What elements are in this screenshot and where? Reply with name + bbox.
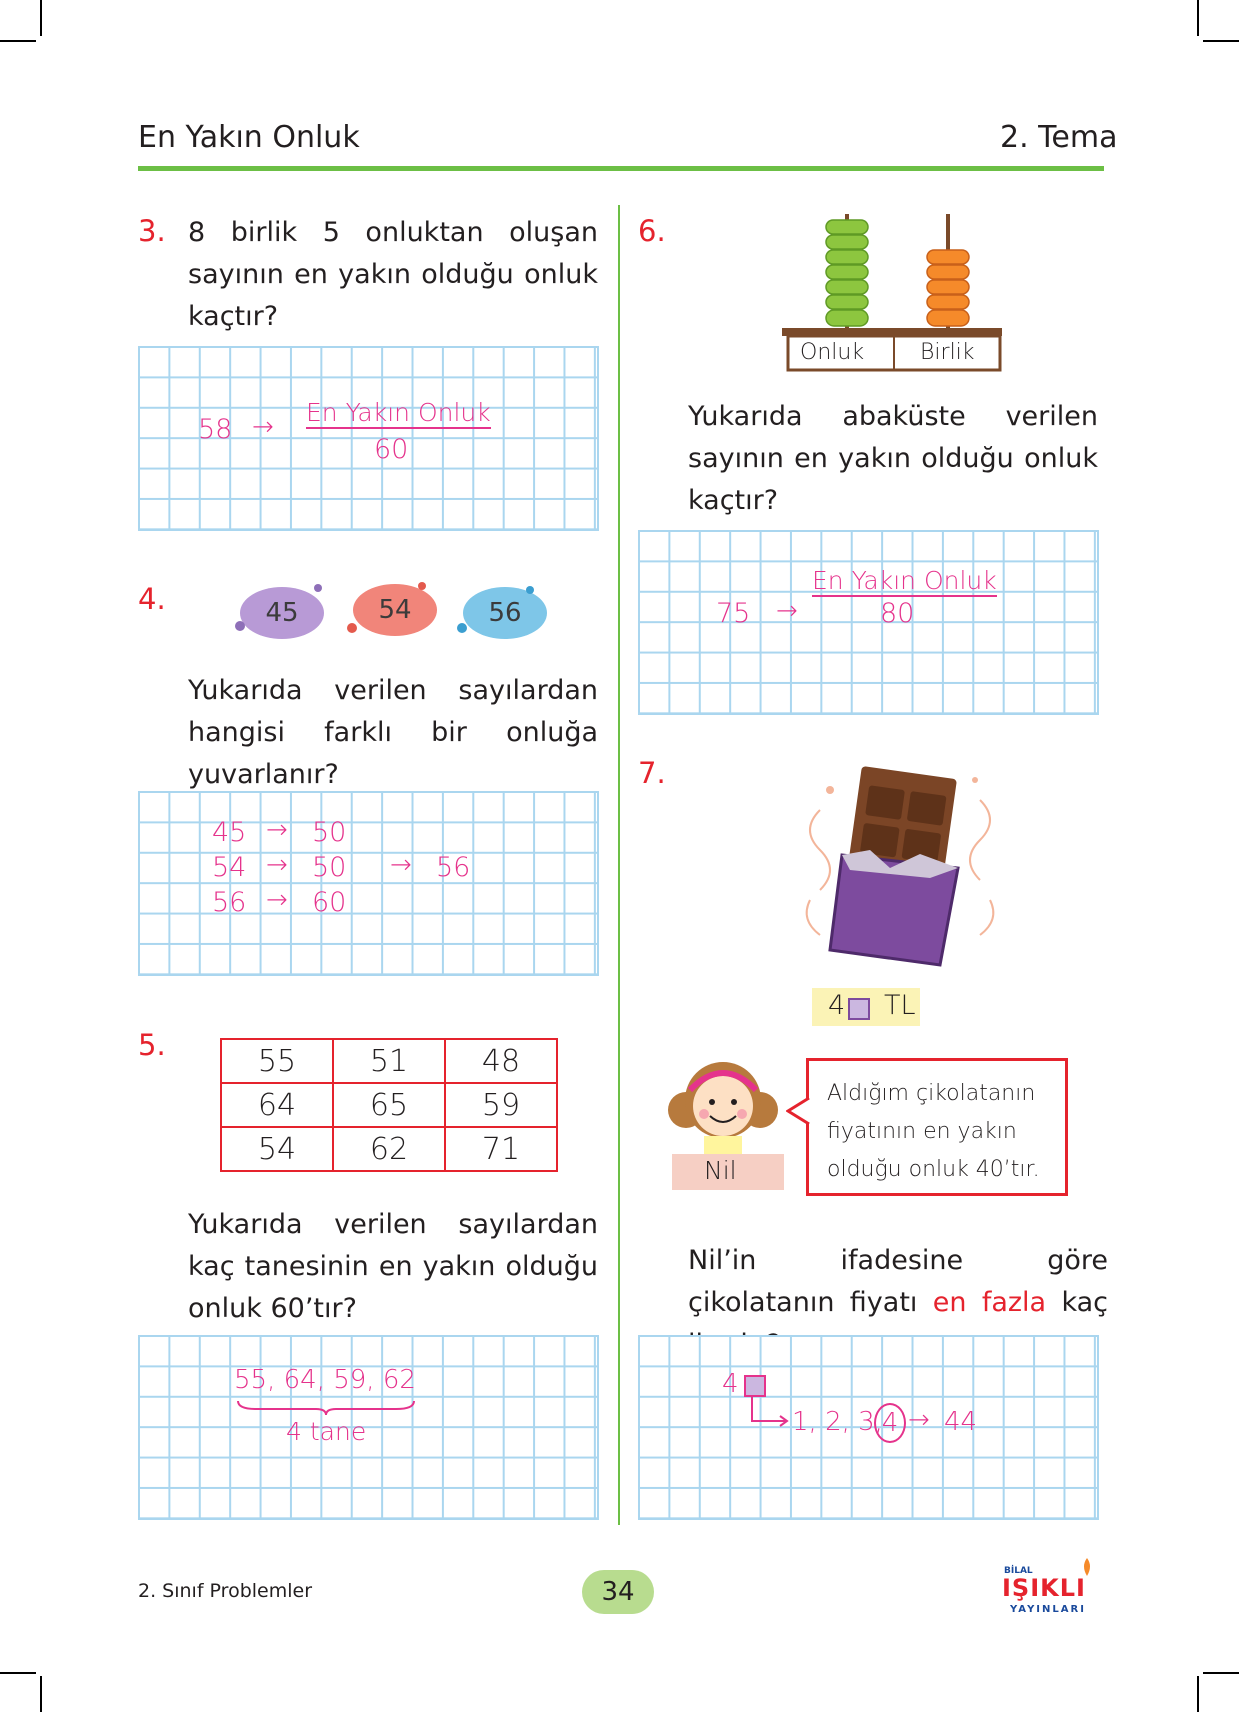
question-text: 8 birlik 5 onluktan oluşan sayının en yakın olduğu onluk kaçtır? (188, 217, 598, 332)
question-highlight: en fazla (932, 1287, 1047, 1318)
speech-line: Aldığım çikolatanın (827, 1081, 1036, 1106)
question-text: Yukarıda abaküste verilen sayının en yakın olduğu onluk kaçtır? (688, 401, 1098, 516)
price-prefix: 4 (828, 990, 846, 1021)
page-number: 34 (582, 1570, 654, 1614)
table-cell: 65 (333, 1083, 445, 1127)
answer-prefix: 4 (722, 1369, 739, 1399)
torch-flame-icon (1080, 1556, 1094, 1578)
answer-value: 60 (374, 434, 409, 465)
answer-number: 54 (212, 852, 247, 883)
arrow-icon: → (908, 1405, 930, 1435)
answer-list: 55, 64, 59, 62 (234, 1365, 416, 1395)
crop-mark (40, 1676, 42, 1712)
abacus-label-tens: Onluk (800, 340, 865, 365)
table-row (221, 1127, 557, 1171)
price-unit: TL (884, 990, 916, 1021)
number-table (220, 1038, 558, 1172)
answer-number: 56 (212, 887, 247, 918)
arrow-icon: → (252, 412, 274, 442)
speech-line: olduğu onluk 40’tır. (827, 1157, 1040, 1182)
girl-avatar-icon (664, 1050, 782, 1160)
character-name: Nil (704, 1156, 737, 1185)
answer-number: 50 (312, 817, 347, 848)
number-bubble: 45 (240, 587, 324, 639)
answer-heading: En Yakın Onluk (306, 398, 491, 427)
bracket-arrow-icon (750, 1395, 790, 1429)
table-cell: 59 (445, 1083, 557, 1127)
table-cell: 55 (221, 1039, 333, 1083)
publisher-logo: IŞIKLI (1002, 1574, 1086, 1602)
answer-grid (138, 346, 599, 531)
answer-grid (138, 1335, 599, 1520)
answer-number: 58 (198, 414, 233, 445)
question-text: Yukarıda verilen sayılardan kaç tanesinin en yakın olduğu onluk 60’tır? (188, 1209, 598, 1324)
table-cell: 71 (445, 1127, 557, 1171)
abacus-label-ones: Birlik (920, 340, 975, 365)
crop-mark (1197, 0, 1199, 36)
answer-value: 80 (880, 598, 915, 629)
table-cell: 62 (333, 1127, 445, 1171)
circled-answer: 4 (874, 1403, 906, 1443)
crop-mark (0, 40, 36, 42)
empty-box-icon (744, 1375, 766, 1397)
question-text-part: Nil’in ifadesine göre çikolatanın fiyatı (688, 1245, 1108, 1318)
crop-mark (1197, 1676, 1199, 1712)
table-row (221, 1083, 557, 1127)
table-cell: 54 (221, 1127, 333, 1171)
table-cell: 51 (333, 1039, 445, 1083)
brace-icon (236, 1399, 416, 1417)
book-title: 2. Sınıf Problemler (138, 1580, 313, 1602)
answer-number: 45 (212, 817, 247, 848)
crop-mark (1203, 1672, 1239, 1674)
answer-heading: En Yakın Onluk (812, 566, 997, 595)
speech-bubble (806, 1058, 1068, 1196)
publisher-top: BİLAL (1004, 1566, 1033, 1576)
question-number: 6. (638, 214, 666, 248)
question-text-part: kaç (1061, 1287, 1109, 1318)
number-bubble: 56 (463, 587, 547, 639)
answer-options: 1, 2, 3, (792, 1407, 883, 1437)
arrow-icon: → (266, 850, 288, 880)
crop-mark (40, 0, 42, 36)
crop-mark (0, 1672, 36, 1674)
crop-mark (1203, 40, 1239, 42)
answer-grid (138, 791, 599, 976)
answer-value: 44 (944, 1407, 978, 1437)
empty-box-icon (848, 998, 870, 1020)
column-divider (618, 205, 620, 1525)
arrow-icon: → (390, 850, 412, 880)
answer-number: 60 (312, 887, 347, 918)
table-cell: 64 (221, 1083, 333, 1127)
question-number: 3. (138, 214, 166, 248)
speech-line: fiyatının en yakın (827, 1119, 1017, 1144)
publisher-sub: YAYINLARI (1010, 1604, 1086, 1615)
table-row (221, 1039, 557, 1083)
question-number: 4. (138, 582, 166, 616)
number-bubble: 54 (353, 584, 437, 636)
page-title: En Yakın Onluk (138, 120, 360, 155)
answer-value: 4 tane (286, 1417, 367, 1446)
answer-number: 75 (716, 598, 751, 629)
question-number: 5. (138, 1028, 166, 1062)
answer-number: 50 (312, 852, 347, 883)
arrow-icon: → (266, 815, 288, 845)
table-cell: 48 (445, 1039, 557, 1083)
question-text: Yukarıda verilen sayılardan hangisi farklı bir onluğa yuvarlanır? (188, 675, 598, 790)
theme-label: 2. Tema (1000, 120, 1118, 155)
question-number: 7. (638, 756, 666, 790)
arrow-icon: → (776, 596, 798, 626)
speech-tail-icon (786, 1096, 810, 1126)
answer-grid (638, 1335, 1099, 1520)
answer-grid (638, 530, 1099, 715)
arrow-icon: → (266, 885, 288, 915)
header-rule (138, 166, 1104, 171)
bubble-dots-icon (230, 578, 550, 638)
chocolate-bar-icon (790, 750, 1010, 980)
answer-value: 56 (436, 852, 471, 883)
